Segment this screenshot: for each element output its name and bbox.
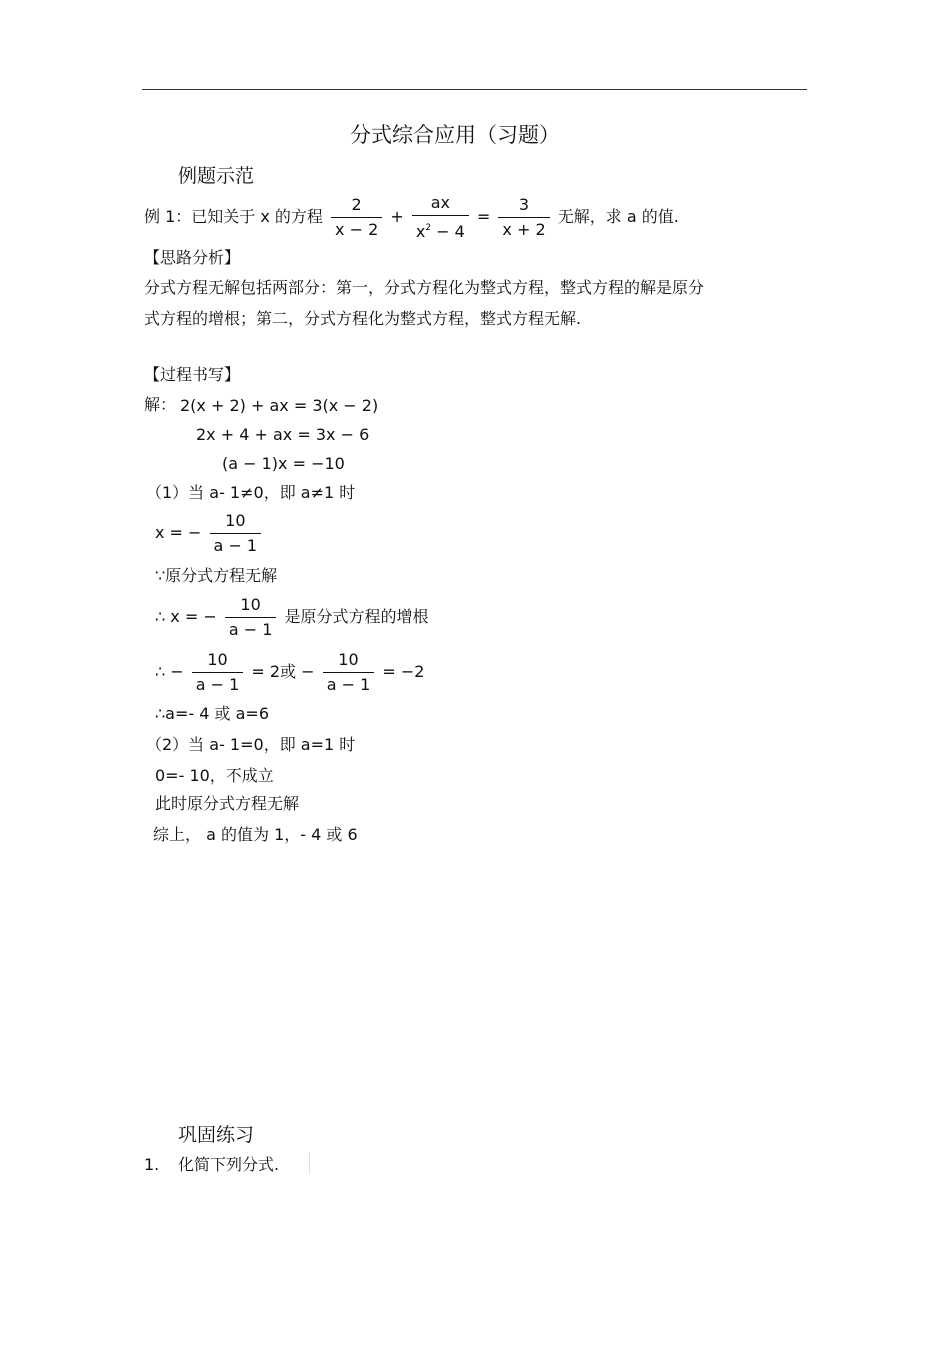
therefore-mid: = 2或 −: [251, 662, 315, 681]
fraction-numerator: 10: [240, 595, 261, 614]
equals-sign: =: [476, 207, 491, 226]
page-title: 分式综合应用（习题）: [350, 123, 560, 147]
fraction-3-over-x-plus-2: [498, 195, 549, 240]
therefore-equations: [155, 650, 424, 695]
solve-label: 解：: [144, 395, 177, 414]
plus-sign: +: [390, 207, 404, 226]
example-heading: 例题示范: [178, 165, 255, 187]
fraction-10-over-a-minus-1: [192, 650, 244, 695]
fraction-denominator: a − 1: [225, 617, 277, 640]
example-1-suffix: 无解，求 a 的值.: [557, 207, 679, 226]
denominator-base: x: [415, 222, 426, 241]
header-rule: [142, 89, 807, 90]
fraction-numerator: 10: [338, 650, 359, 669]
therefore-rhs: = −2: [382, 662, 425, 681]
x-lhs: x = −: [155, 523, 202, 542]
fraction-10-over-a-minus-1: [210, 511, 262, 556]
fraction-denominator: a − 1: [323, 672, 375, 695]
analysis-line-2: 式方程的增根；第二，分式方程化为整式方程，整式方程无解.: [144, 309, 582, 328]
fraction-2-over-x-minus-2: [331, 195, 382, 240]
practice-heading: 巩固练习: [178, 1124, 255, 1146]
practice-item-1-text: 化简下列分式.: [178, 1155, 280, 1174]
cursor-divider: [309, 1152, 310, 1174]
fraction-numerator: 10: [207, 650, 228, 669]
fraction-denominator: [412, 215, 469, 242]
therefore-rhs: 是原分式方程的增根: [284, 607, 429, 626]
case-1-heading: （1）当 a- 1≠0，即 a≠1 时: [146, 483, 356, 502]
therefore-lhs: ∴ x = −: [155, 607, 217, 626]
conclusion-line: 综上， a 的值为 1，- 4 或 6: [153, 825, 358, 844]
denominator-rest: − 4: [431, 222, 465, 241]
fraction-numerator: ax: [430, 193, 450, 212]
fraction-denominator: a − 1: [210, 533, 262, 556]
process-heading: 【过程书写】: [144, 365, 241, 384]
fraction-denominator: x + 2: [498, 217, 549, 240]
fraction-denominator: a − 1: [192, 672, 244, 695]
fraction-numerator: 2: [351, 195, 362, 214]
analysis-heading: 【思路分析】: [144, 248, 241, 267]
equation-step-1: 2(x + 2) + ax = 3(x − 2): [180, 396, 379, 415]
example-1-prefix: 例 1：已知关于 x 的方程: [144, 207, 323, 226]
analysis-line-1: 分式方程无解包括两部分：第一，分式方程化为整式方程，整式方程的解是原分: [144, 278, 705, 297]
fraction-10-over-a-minus-1: [323, 650, 375, 695]
equation-step-2: 2x + 4 + ax = 3x − 6: [196, 425, 370, 444]
therefore-extraneous-root: [155, 595, 428, 640]
practice-item-1-number: 1.: [144, 1155, 160, 1174]
therefore-a-values: ∴a=- 4 或 a=6: [155, 704, 269, 723]
case-2-line-1: 0=- 10，不成立: [155, 766, 274, 785]
case-2-line-2: 此时原分式方程无解: [155, 794, 300, 813]
equation-step-3: (a − 1)x = −10: [222, 454, 345, 473]
therefore-prefix: ∴ −: [155, 662, 184, 681]
case-1-x-value: [155, 511, 264, 556]
fraction-ax-over-x2-minus-4: [412, 193, 469, 242]
because-line: ∵原分式方程无解: [155, 566, 278, 585]
denominator-exponent: 2: [425, 223, 432, 233]
fraction-denominator: x − 2: [331, 217, 382, 240]
fraction-numerator: 10: [225, 511, 246, 530]
fraction-10-over-a-minus-1: [225, 595, 277, 640]
case-2-heading: （2）当 a- 1=0，即 a=1 时: [146, 735, 356, 754]
example-1-line: [144, 193, 679, 242]
fraction-numerator: 3: [518, 195, 530, 214]
